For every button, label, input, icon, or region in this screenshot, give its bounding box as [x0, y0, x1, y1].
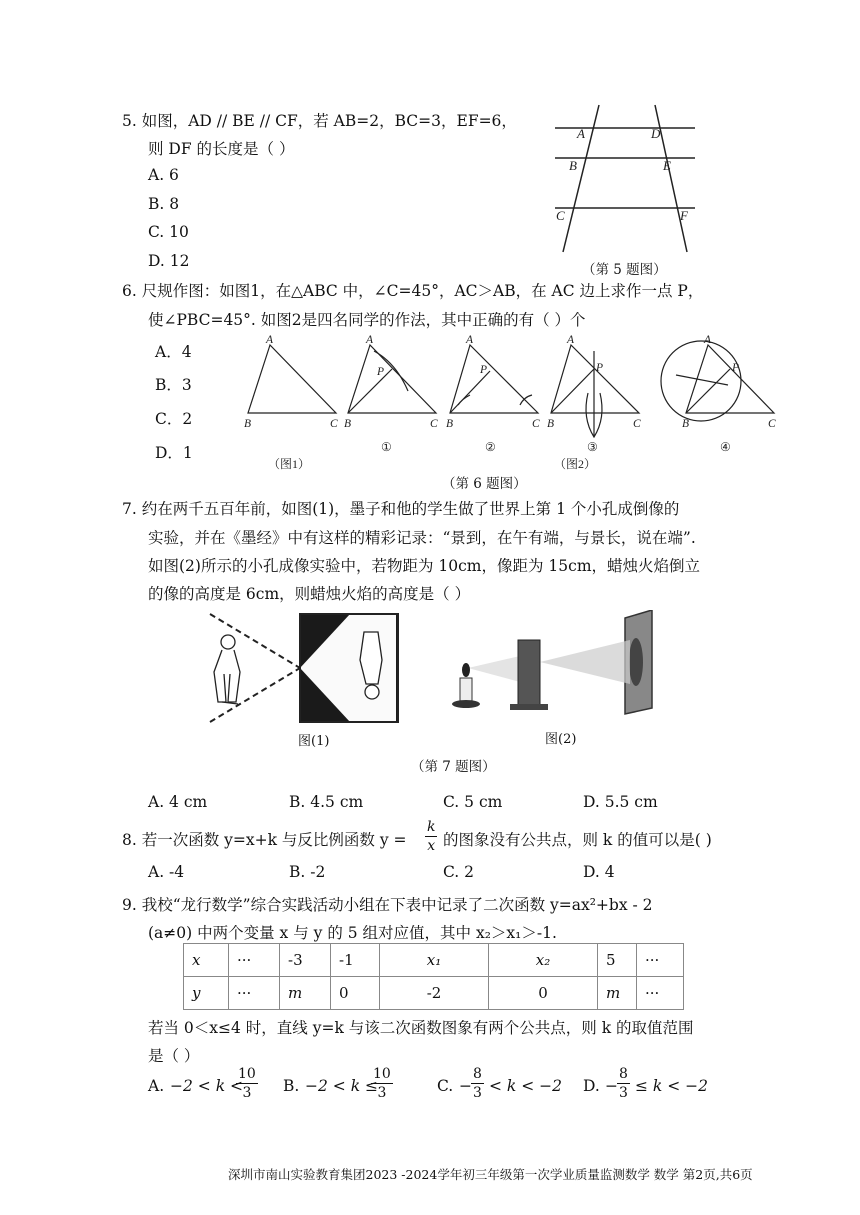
- q9-option-d-expr: ≤ k < −2: [635, 1077, 708, 1095]
- q7-option-b[interactable]: B. 4.5 cm: [289, 793, 364, 811]
- q9-option-c-fraction: [471, 1067, 484, 1100]
- q6-line2: 使∠PBC=45°. 如图2是四名同学的作法，其中正确的有（ ）个: [148, 311, 586, 329]
- q5-figure: [545, 100, 705, 260]
- q9-option-b-fraction: [371, 1067, 393, 1100]
- q6-fig-a-label-p: P: [377, 366, 385, 378]
- q9-line3: 若当 0＜x≤4 时，直线 y=k 与该二次函数图象有两个公共点，则 k 的取值范围: [148, 1019, 694, 1037]
- table-cell: x₁: [380, 944, 489, 977]
- q5-line2: 则 DF 的长度是（ ）: [148, 140, 295, 158]
- q5-option-a[interactable]: A. 6: [148, 166, 179, 184]
- q9-option-c[interactable]: [437, 1067, 567, 1113]
- q9-option-a-expr: −2 < k <: [170, 1077, 243, 1095]
- q5-label-e: E: [663, 158, 671, 173]
- q7-figure-2-label: 图(2): [545, 732, 577, 747]
- q6-option-a[interactable]: A．4: [155, 343, 192, 361]
- q7-line4: 的像的高度是 6cm，则蜡烛火焰的高度是（ ）: [148, 585, 471, 603]
- table-cell: y: [184, 977, 229, 1010]
- q6-fig-b-caption: ②: [485, 440, 496, 454]
- page-footer: 深圳市南山实验教育集团2023 -2024学年初三年级第一次学业质量监测数学 数学 第2页,共6页: [228, 1167, 753, 1182]
- q5-label-c: C: [556, 208, 565, 223]
- q7-line3: 如图(2)所示的小孔成像实验中，若物距为 10cm，像距为 15cm，蜡烛火焰倒立: [148, 557, 701, 575]
- q9-option-c-expr: < k < −2: [489, 1077, 562, 1095]
- q5-option-c[interactable]: C. 10: [148, 223, 189, 241]
- q8-option-a[interactable]: A. -4: [148, 863, 185, 881]
- q9-option-a-num: 10: [238, 1066, 256, 1082]
- q5-label-f: F: [680, 208, 688, 223]
- q6-fig-c-label-c: C: [633, 418, 641, 430]
- q6-fig-d-label-c: C: [768, 418, 776, 430]
- q9-option-b-den: 3: [377, 1085, 387, 1101]
- table-cell: x: [184, 944, 229, 977]
- q6-fig-c-caption: ③: [587, 440, 598, 454]
- table-row: [184, 944, 684, 977]
- q9-option-c-sign: −: [459, 1077, 472, 1095]
- q6-fig-b-label-b: B: [446, 418, 454, 430]
- table-cell: 5: [598, 944, 637, 977]
- q7-line1: 7. 约在两千五百年前，如图(1)，墨子和他的学生做了世界上第 1 个小孔成倒像的: [122, 500, 680, 518]
- q9-option-d-num: 8: [619, 1066, 628, 1082]
- q6-fig-d-caption: ④: [720, 440, 731, 454]
- q5-label-d: D: [651, 126, 661, 141]
- q7-option-d[interactable]: D. 5.5 cm: [583, 793, 658, 811]
- q7-figure-1: [200, 612, 405, 727]
- q9-option-b[interactable]: [283, 1067, 403, 1113]
- table-cell: ···: [637, 944, 684, 977]
- q7-figure-1-label: 图(1): [298, 734, 330, 749]
- q6-fig-b-label-a: A: [466, 334, 474, 346]
- q6-fig-a-caption: ①: [381, 440, 392, 454]
- q6-fig2-caption: （图2）: [554, 457, 597, 471]
- q6-fig-d-label-b: B: [682, 418, 690, 430]
- table-row: [184, 977, 684, 1010]
- table-cell: -3: [280, 944, 331, 977]
- q5-caption: （第 5 题图）: [582, 262, 667, 278]
- q6-option-d[interactable]: D．1: [155, 444, 193, 462]
- q5-label-b: B: [569, 158, 577, 173]
- q6-option-b[interactable]: B．3: [155, 376, 192, 394]
- q6-figures: [238, 333, 783, 473]
- q5-line1: 5. 如图，AD // BE // CF，若 AB=2，BC=3，EF=6，: [122, 112, 517, 130]
- q6-fig-c-label-b: B: [547, 418, 555, 430]
- q6-fig-b-label-p: P: [480, 364, 488, 376]
- table-cell: -2: [380, 977, 489, 1010]
- table-cell: ···: [229, 944, 280, 977]
- q9-option-d-label: D.: [583, 1077, 600, 1095]
- q9-option-b-num: 10: [373, 1066, 391, 1082]
- q6-fig-c-label-a: A: [567, 334, 575, 346]
- q9-option-a[interactable]: [148, 1067, 268, 1113]
- q6-fig-a-label-c: C: [430, 418, 438, 430]
- q7-option-c[interactable]: C. 5 cm: [443, 793, 503, 811]
- q6-fig-d-label-p: P: [732, 362, 740, 374]
- table-cell: -1: [331, 944, 380, 977]
- q8-option-b[interactable]: B. -2: [289, 863, 326, 881]
- q7-line2: 实验，并在《墨经》中有这样的精彩记录：“景到，在午有端，与景长，说在端”.: [148, 529, 696, 547]
- table-cell: m: [280, 977, 331, 1010]
- q9-line1: 9. 我校“龙行数学”综合实践活动小组在下表中记录了二次函数 y=ax²+bx - 2: [122, 896, 653, 914]
- q5-option-b[interactable]: B. 8: [148, 195, 180, 213]
- q6-fig1-caption: （图1）: [268, 457, 311, 471]
- q5-option-d[interactable]: D. 12: [148, 252, 190, 270]
- table-cell: x₂: [489, 944, 598, 977]
- q8-text-a: 8. 若一次函数 y=x+k 与反比例函数 y =: [122, 831, 407, 849]
- q5-label-a: A: [577, 126, 585, 141]
- q9-option-b-expr: −2 < k ≤: [305, 1077, 378, 1095]
- q9-option-a-fraction: [236, 1067, 258, 1100]
- q8-fraction-den: x: [427, 838, 436, 854]
- table-cell: 0: [331, 977, 380, 1010]
- q6-line1: 6. 尺规作图：如图1，在△ABC 中，∠C=45°，AC＞AB，在 AC 边上求作一点 P，: [122, 282, 704, 300]
- q8-option-d[interactable]: D. 4: [583, 863, 615, 881]
- table-cell: ···: [637, 977, 684, 1010]
- q8-fraction-num: k: [427, 819, 436, 835]
- q9-option-c-label: C.: [437, 1077, 454, 1095]
- q6-fig-b-label-c: C: [532, 418, 540, 430]
- q9-option-d-fraction: [617, 1067, 630, 1100]
- q7-option-a[interactable]: A. 4 cm: [148, 793, 208, 811]
- q9-option-d-den: 3: [619, 1085, 628, 1101]
- table-cell: m: [598, 977, 637, 1010]
- q9-line2: (a≠0) 中两个变量 x 与 y 的 5 组对应值，其中 x₂＞x₁＞-1.: [148, 924, 557, 942]
- q6-caption: （第 6 题图）: [442, 476, 527, 492]
- q6-fig1-label-a: A: [266, 334, 274, 346]
- q7-caption: （第 7 题图）: [411, 759, 496, 775]
- q6-fig1-label-c: C: [330, 418, 338, 430]
- q9-line4: 是（ ）: [148, 1047, 200, 1065]
- q9-option-c-den: 3: [473, 1085, 482, 1101]
- table-cell: ···: [229, 977, 280, 1010]
- q6-fig-c-label-p: P: [596, 362, 604, 374]
- q9-option-c-num: 8: [473, 1066, 482, 1082]
- q6-fig1-label-b: B: [244, 418, 252, 430]
- q6-fig-a-label-b: B: [344, 418, 352, 430]
- q8-option-c[interactable]: C. 2: [443, 863, 475, 881]
- q9-option-d[interactable]: [583, 1067, 713, 1113]
- q8-fraction: [425, 820, 437, 853]
- q7-figure-2: [440, 610, 670, 720]
- q9-option-b-label: B.: [283, 1077, 300, 1095]
- q9-option-a-den: 3: [242, 1085, 252, 1101]
- q9-option-a-label: A.: [148, 1077, 165, 1095]
- q9-option-d-sign: −: [605, 1077, 618, 1095]
- q6-fig-a-label-a: A: [366, 334, 374, 346]
- q6-option-c[interactable]: C．2: [155, 410, 193, 428]
- q6-fig-d-label-a: A: [704, 334, 712, 346]
- q9-value-table: [183, 943, 684, 1010]
- q8-text-b: 的图象没有公共点，则 k 的值可以是( ): [443, 831, 712, 849]
- table-cell: 0: [489, 977, 598, 1010]
